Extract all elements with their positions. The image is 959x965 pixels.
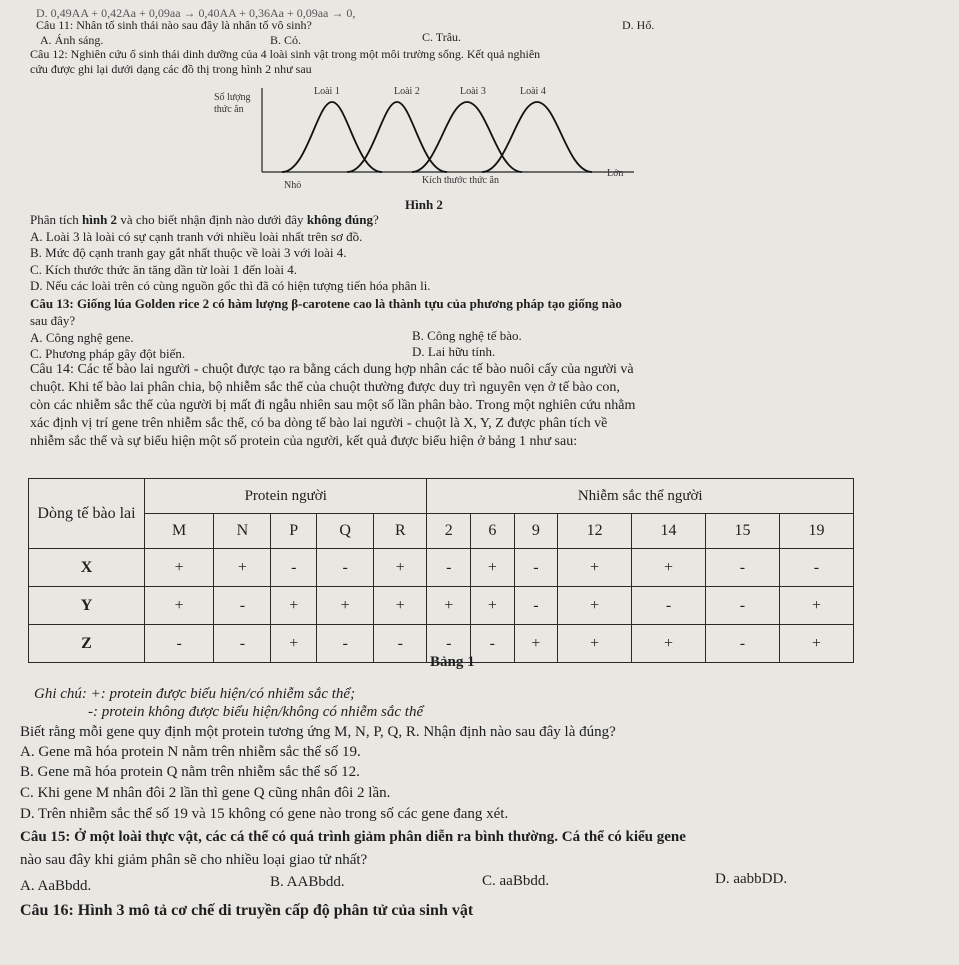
row-label-x: X [29,549,145,587]
table-cell: + [317,587,374,625]
q13-line1: Câu 13: Giống lúa Golden rice 2 có hàm lượng β-carotene cao là thành tựu của phương pháp tạo giống nào [30,296,622,311]
y-axis-label-2: thức ăn [214,104,244,115]
q12-option-a: A. Loài 3 là loài có sự cạnh tranh với nhiều loài nhất trên sơ đồ. [30,229,363,244]
header-chrom-2: 2 [427,514,471,549]
q11-text: Câu 11: Nhân tố sinh thái nào sau đây là nhân tố vô sinh? [36,18,312,32]
q13-option-d: D. Lai hữu tính. [412,344,496,359]
q11-option-c: C. Trâu. [422,30,462,44]
header-protein: Protein người [145,479,427,514]
q12-option-d: D. Nếu các loài trên có cùng nguồn gốc thì đã có hiện tượng tiến hóa phân li. [30,278,431,293]
table-cell: - [706,587,780,625]
table-cell: + [779,625,853,663]
header-protein-p: P [271,514,317,549]
table-cell: - [471,625,515,663]
table-cell: + [427,587,471,625]
x-axis-small: Nhỏ [284,180,302,191]
header-chrom-6: 6 [471,514,515,549]
table-cell: + [632,549,706,587]
header-protein-m: M [145,514,214,549]
q15-option-c: C. aaBbdd. [482,873,550,889]
table-cell: - [271,549,317,587]
table-cell: + [471,587,515,625]
table-1 [28,478,854,663]
q14-line2: chuột. Khi tế bào lai phân chia, bộ nhiễm sắc thể của chuột thường được duy trì nguyên vẹn ở tế bào con, [30,380,620,395]
header-chrom-14: 14 [632,514,706,549]
y-axis-label-1: Số lượng [214,92,251,103]
q13-line2: sau đây? [30,313,76,328]
species-label-2: Loài 2 [394,86,420,97]
q14-line3: còn các nhiễm sắc thể của người bị mất đi ngẫu nhiên sau một số lần phân bào. Trong một nghiên cứu nhằm [30,398,636,413]
species-label-4: Loài 4 [520,86,546,97]
q11-option-b: B. Cỏ. [270,33,302,47]
table-cell: - [145,625,214,663]
figure-niche-graph [214,80,662,210]
species-label-1: Loài 1 [314,86,340,97]
table-cell: - [374,625,427,663]
q11-option-d: D. Hổ. [622,18,655,32]
row-label-y: Y [29,587,145,625]
q16-line1: Câu 16: Hình 3 mô tả cơ chế di truyền cấp độ phân tử của sinh vật [20,902,474,919]
table-cell: + [271,587,317,625]
q15-option-b: B. AABbdd. [270,874,345,890]
table-cell: - [779,549,853,587]
table-cell: - [427,549,471,587]
q12-line2: cứu được ghi lại dưới dạng các đồ thị trong hình 2 như sau [30,62,312,76]
table-cell: + [374,587,427,625]
header-chrom-9: 9 [514,514,558,549]
q12-line1: Câu 12: Nghiên cứu ổ sinh thái dinh dưỡng của 4 loài sinh vật trong một môi trường sống. Kết quả nghiên [30,47,541,61]
table-cell: + [558,549,632,587]
table-cell: - [214,625,271,663]
table-caption: Bảng 1 [430,654,475,670]
species-label-3: Loài 3 [460,86,486,97]
table-cell: + [558,625,632,663]
q14-line5: nhiễm sắc thể và sự biểu hiện một số protein của người, kết quả được biểu hiện ở bảng 1 như sau: [30,434,578,449]
curve-species-1 [282,102,382,172]
q11-option-a: A. Ánh sáng. [40,33,104,47]
q14-line1: Câu 14: Các tế bào lai người - chuột được tạo ra bằng cách dung hợp nhân các tế bào nuôi cấy của người và [30,362,634,377]
table-cell: + [471,549,515,587]
q14-option-a: A. Gene mã hóa protein N nằm trên nhiễm sắc thể số 19. [20,744,361,760]
figure-caption: Hình 2 [405,197,443,212]
q13-option-a: A. Công nghệ gene. [30,330,134,345]
q12-option-c: C. Kích thước thức ăn tăng dần từ loài 1 đến loài 4. [30,262,298,277]
q13-option-c: C. Phương pháp gây đột biến. [30,346,186,361]
header-chromosome: Nhiễm sắc thể người [427,479,854,514]
table-cell: - [317,625,374,663]
header-cell-line: Dòng tế bào lai [29,479,145,549]
q14-line4: xác định vị trí gene trên nhiễm sắc thể, có ba dòng tế bào lai người - chuột là X, Y, Z được phân tích về [30,416,608,431]
curve-species-2 [347,102,447,172]
q12-prompt: Phân tích hình 2 và cho biết nhận định nào dưới đây không đúng? [30,212,379,227]
header-protein-r: R [374,514,427,549]
table-cell: - [632,587,706,625]
header-chrom-19: 19 [779,514,853,549]
x-axis-label: Kích thước thức ăn [422,175,499,186]
table-cell: + [271,625,317,663]
table-cell: + [632,625,706,663]
table-cell: + [145,549,214,587]
note-plus: Ghi chú: +: protein được biểu hiện/có nhiễm sắc thể; [34,686,356,702]
table-cell: + [145,587,214,625]
q14-option-d: D. Trên nhiễm sắc thể số 19 và 15 không có gene nào trong số các gene đang xét. [20,806,509,822]
row-label-z: Z [29,625,145,663]
table-cell: - [514,549,558,587]
header-chrom-15: 15 [706,514,780,549]
note-minus: -: protein không được biểu hiện/không có nhiễm sắc thể [88,704,424,720]
q13-option-b: B. Công nghệ tế bào. [412,328,522,343]
table-cell: - [317,549,374,587]
table-cell: + [214,549,271,587]
table-cell: - [427,625,471,663]
q15-option-a: A. AaBbdd. [20,878,92,894]
header-protein-n: N [214,514,271,549]
header-chrom-12: 12 [558,514,632,549]
q15-line1: Câu 15: Ở một loài thực vật, các cá thể có quá trình giảm phân diễn ra bình thường. Cá thể có kiểu gene [20,829,686,845]
q12-option-b: B. Mức độ cạnh tranh gay gắt nhất thuộc về loài 3 với loài 4. [30,245,347,260]
header-protein-q: Q [317,514,374,549]
table-cell: - [514,587,558,625]
table-cell: + [779,587,853,625]
table-cell: - [706,625,780,663]
curve-species-3 [412,102,522,172]
table-cell: + [374,549,427,587]
q15-line2: nào sau đây khi giảm phân sẽ cho nhiều loại giao tử nhất? [20,852,368,868]
x-axis-large: Lớn [607,168,624,179]
prev-answer-d: D. 0,49AA + 0,42Aa + 0,09aa → 0,40AA + 0,36Aa + 0,09aa → 0, [36,6,356,20]
table-cell: - [214,587,271,625]
table-cell: - [706,549,780,587]
table-cell: + [514,625,558,663]
q14-prompt: Biết rằng mỗi gene quy định một protein tương ứng M, N, P, Q, R. Nhận định nào sau đây là đúng? [20,724,616,740]
q14-option-c: C. Khi gene M nhân đôi 2 lần thì gene Q cũng nhân đôi 2 lần. [20,785,391,801]
q15-option-d: D. aabbDD. [715,871,788,887]
curve-species-4 [482,102,592,172]
q14-option-b: B. Gene mã hóa protein Q nằm trên nhiễm sắc thể số 12. [20,764,360,780]
table-cell: + [558,587,632,625]
